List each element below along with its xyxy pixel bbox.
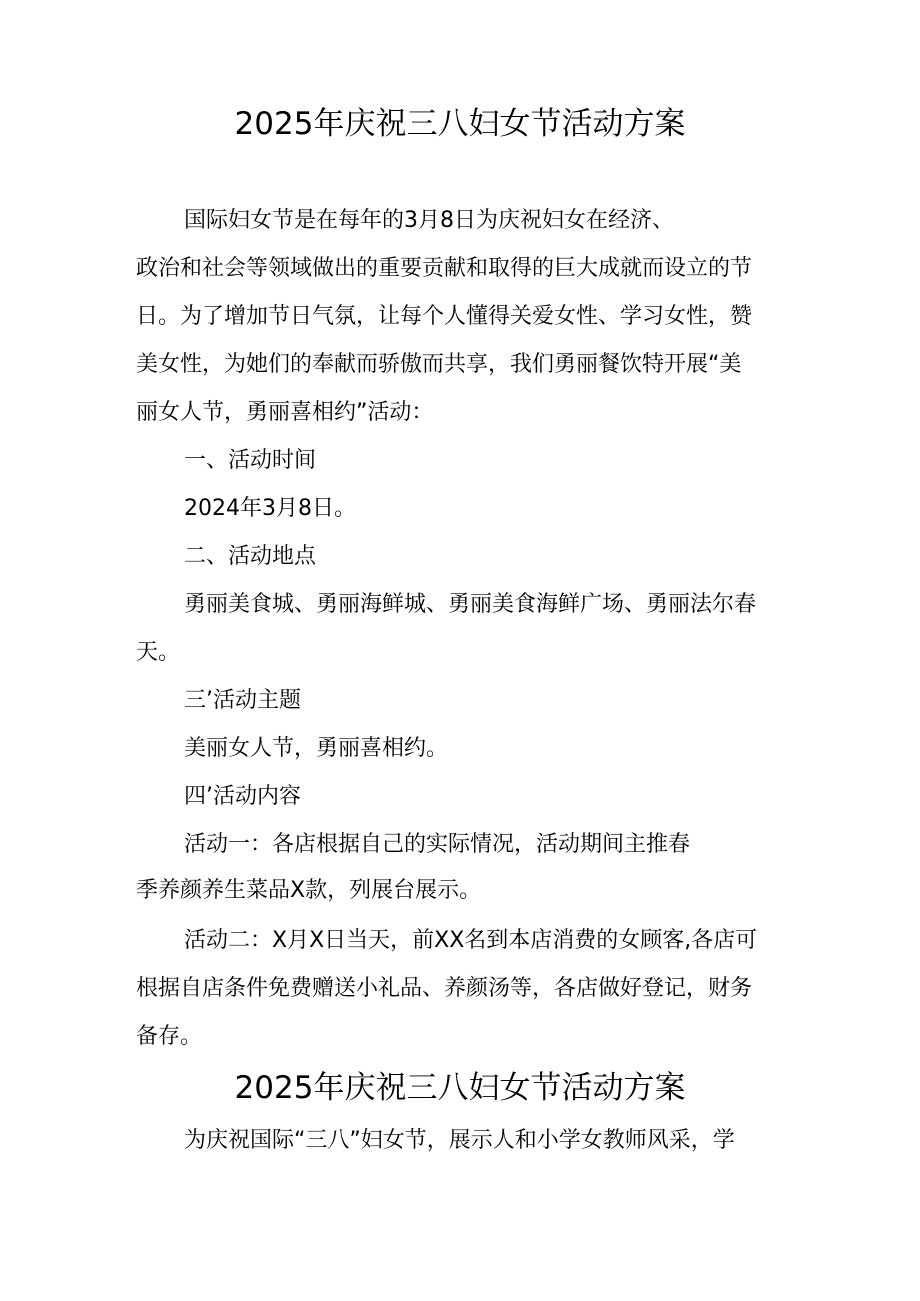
intro-paragraph-line: 美女性，为她们的奉献而骄傲而共享，我们勇丽餐饮特开展“美 xyxy=(136,352,742,377)
section-text-location: 天。 xyxy=(136,640,181,665)
intro-paragraph-line: 丽女人节，勇丽喜相约”活动： xyxy=(136,400,434,425)
document-title: 2025年庆祝三八妇女节活动方案 xyxy=(234,106,686,142)
second-document-title: 2025年庆祝三八妇女节活动方案 xyxy=(234,1070,686,1106)
section-heading-time: 一、活动时间 xyxy=(184,448,317,473)
activity-two-line: 活动二：X月X日当天，前XX名到本店消费的女顾客,各店可 xyxy=(184,928,758,953)
activity-two-line: 备存。 xyxy=(136,1024,203,1049)
section-heading-theme: 三’活动主题 xyxy=(184,688,301,713)
section-heading-location: 二、活动地点 xyxy=(184,544,317,569)
second-intro-line: 为庆祝国际“三八”妇女节，展示人和小学女教师风采，学 xyxy=(184,1128,735,1153)
section-text-theme: 美丽女人节，勇丽喜相约。 xyxy=(184,736,449,761)
activity-one-line: 活动一：各店根据自己的实际情况，活动期间主推春 xyxy=(184,832,691,857)
activity-one-line: 季养颜养生菜品X款，列展台展示。 xyxy=(136,878,482,903)
intro-paragraph-line: 国际妇女节是在每年的3月8日为庆祝妇女在经济、 xyxy=(184,208,674,233)
activity-two-line: 根据自店条件免费赠送小礼品、养颜汤等，各店做好登记，财务 xyxy=(136,976,753,1001)
section-heading-content: 四’活动内容 xyxy=(184,784,301,809)
intro-paragraph-line: 政治和社会等领域做出的重要贡献和取得的巨大成就而设立的节 xyxy=(136,256,753,281)
section-text-time: 2024年3月8日。 xyxy=(184,496,356,521)
section-text-location: 勇丽美食城、勇丽海鲜城、勇丽美食海鲜广场、勇丽法尔春 xyxy=(184,592,757,617)
intro-paragraph-line: 日。为了增加节日气氛，让每个人懂得关爱女性、学习女性，赞 xyxy=(136,304,753,329)
